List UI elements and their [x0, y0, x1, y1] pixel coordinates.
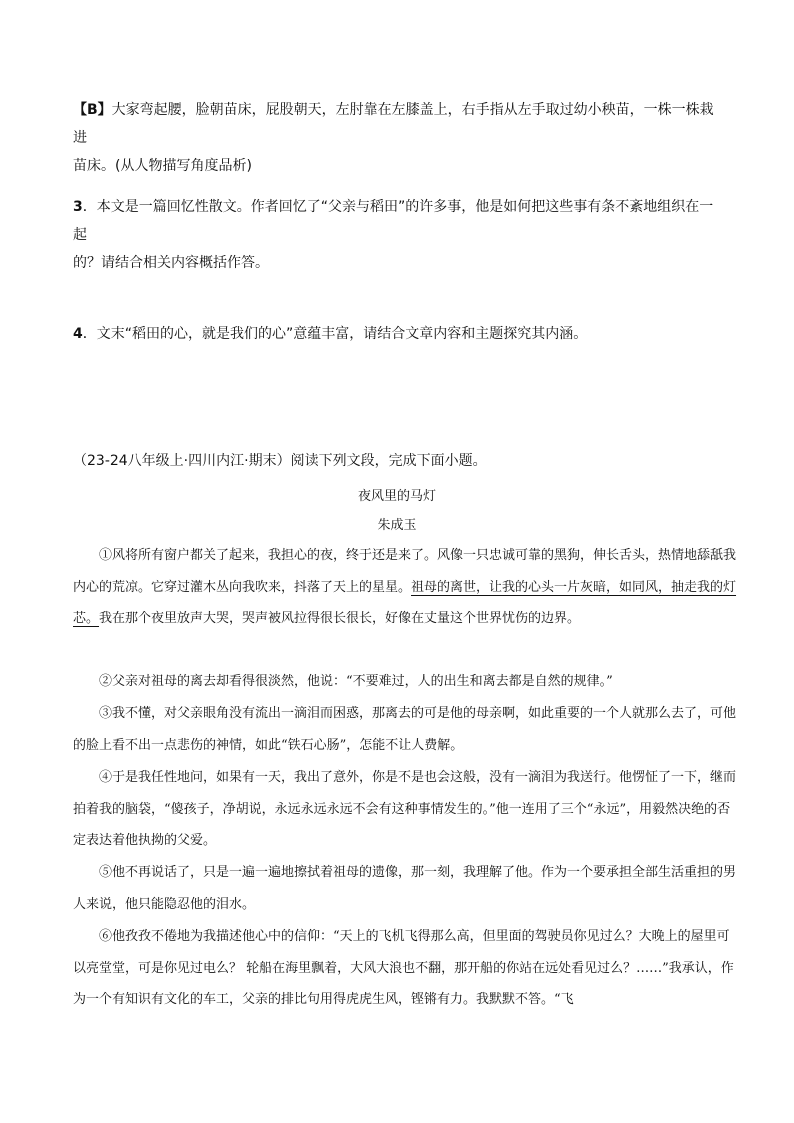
paragraph-5: ⑤他不再说话了，只是一遍一遍地擦拭着祖母的遗像，那一刻，我理解了他。作为一个要承担全部生活重担的男人来说，他只能隐忍他的泪水。 [73, 865, 737, 912]
underlined-sentence: 祖母的离世，让我的心头一片灰暗，如同风，抽走我的灯芯。 [73, 579, 737, 626]
paragraph-1: ①风将所有窗户都关了起来，我担心的夜，终于还是来了。风像一只忠诚可靠的黑狗，伸长舌头，热情地舔舐我内心的荒凉。它穿过灌木丛向我吹来，抖落了天上的星星。祖母的离世，让我的心头一片灰暗，如同风，抽走我的灯芯。我在那个夜里放声大哭，哭声被风拉得很长很长，好像在丈量这个世界忧伤的边界。 [73, 548, 737, 626]
article-title: 夜风里的马灯 [357, 489, 436, 504]
question-4 [73, 320, 725, 348]
article-author: 朱成玉 [377, 518, 417, 533]
question-b-line-2: 苗床。(从人物描写角度品析) [73, 158, 252, 174]
reading-intro: （23-24八年级上·四川内江·期末）阅读下列文段，完成下面小题。 [73, 453, 487, 469]
paragraph-6: ⑥他孜孜不倦地为我描述他心中的信仰：“天上的飞机飞得那么高，但里面的驾驶员你见过么？大晚上的屋里可以亮堂堂，可是你见过电么？ 轮船在海里飘着，大风大浪也不翻，那开船的你站在远处看见过么？……”我承认，作为一个有知识有文化的车工，父亲的排比句用得虎虎生风，铿锵有力。我默默不答。“飞 [73, 929, 734, 1007]
paragraph-2: ②父亲对祖母的离去却看得很淡然，他说：“不要难过，人的出生和离去都是自然的规律。” [99, 674, 613, 689]
question-4-line: 4．文末“稻田的心，就是我们的心”意蕴丰富，请结合文章内容和主题探究其内涵。 [73, 326, 588, 342]
paragraph-3: ③我不懂，对父亲眼角没有流出一滴泪而困惑，那离去的可是他的母亲啊，如此重要的一个人就那么去了，可他的脸上看不出一点悲伤的神情，如此“铁石心肠”，怎能不让人费解。 [73, 706, 737, 753]
question-3-line-2: 的？请结合相关内容概括作答。 [73, 255, 269, 271]
question-b [73, 96, 725, 180]
question-b-tag: 【B】 [73, 102, 112, 118]
question-3-line-1: 3．本文是一篇回忆性散文。作者回忆了“父亲与稻田”的许多事，他是如何把这些事有条不紊地组织在一起 [73, 199, 714, 243]
paragraph-4: ④于是我任性地问，如果有一天，我出了意外，你是不是也会这般，没有一滴泪为我送行。他愣怔了一下，继而拍着我的脑袋，“傻孩子，净胡说，永远永远永远不会有这种事情发生的。”他一连用了三个“永远”，用毅然决绝的否定表达着他执拗的父爱。 [73, 770, 737, 848]
question-3-number: 3 [73, 199, 83, 215]
question-4-number: 4 [73, 326, 83, 342]
question-3 [73, 193, 725, 277]
question-b-line-1: 【B】大家弯起腰，脸朝苗床，屁股朝天，左肘靠在左膝盖上，右手指从左手取过幼小秧苗，一株一株栽进 [73, 102, 714, 146]
